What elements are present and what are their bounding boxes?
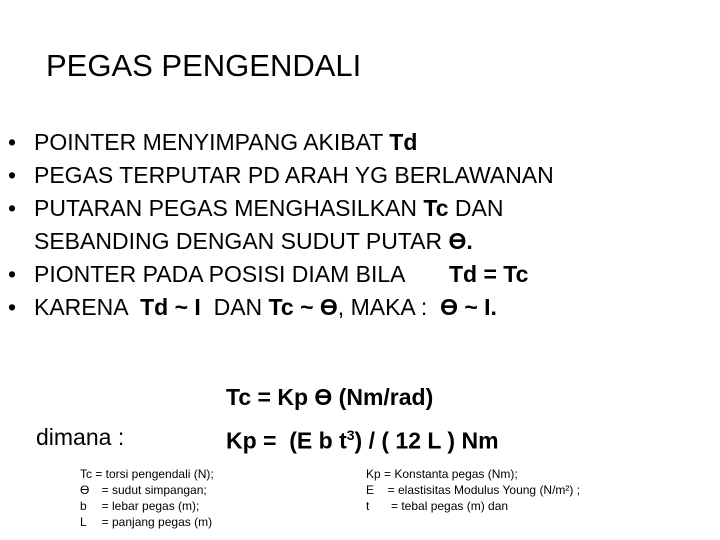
legend-line bbox=[80, 514, 214, 530]
bullet-item bbox=[8, 159, 708, 192]
legend-symbol: t bbox=[366, 499, 370, 513]
bullet-dot-icon: • bbox=[8, 129, 17, 155]
bullet-text-bold: Td ~ I bbox=[140, 294, 201, 320]
bullet-list bbox=[8, 126, 708, 324]
legend-symbol: b bbox=[80, 499, 87, 513]
legend-left bbox=[80, 466, 214, 530]
bullet-continuation bbox=[8, 225, 708, 258]
bullet-text: SEBANDING DENGAN SUDUT PUTAR bbox=[34, 228, 449, 254]
bullet-text: PEGAS TERPUTAR PD ARAH YG BERLAWANAN bbox=[34, 162, 554, 188]
bullet-text: PUTARAN PEGAS MENGHASILKAN bbox=[34, 195, 424, 221]
formula-torque: Tc = Kp ϴ (Nm/rad) bbox=[226, 384, 434, 410]
bullet-text: PIONTER PADA POSISI DIAM BILA bbox=[34, 261, 411, 287]
legend-line bbox=[80, 482, 214, 498]
legend-line bbox=[80, 498, 214, 514]
bullet-text-bold: Tc bbox=[423, 195, 449, 221]
bullet-item bbox=[8, 192, 708, 225]
bullet-text-bold: Td = Tc bbox=[448, 261, 529, 287]
bullet-dot-icon: • bbox=[8, 261, 17, 287]
slide-title: PEGAS PENGENDALI bbox=[46, 48, 362, 83]
bullet-text: KARENA bbox=[34, 294, 141, 320]
bullet-text-bold: ϴ ~ I. bbox=[440, 294, 497, 320]
bullet-dot-icon: • bbox=[8, 294, 17, 320]
legend-desc: Kp = Konstanta pegas (Nm); bbox=[366, 467, 518, 481]
legend-symbol: ϴ bbox=[80, 483, 90, 497]
legend-desc: = elastisitas Modulus Young (N/m²) ; bbox=[381, 483, 581, 497]
bullet-text: , MAKA : bbox=[337, 294, 441, 320]
legend-desc: = tebal pegas (m) dan bbox=[381, 499, 509, 513]
bullet-dot-icon: • bbox=[8, 162, 17, 188]
legend-desc: = lebar pegas (m); bbox=[95, 499, 200, 513]
legend-symbol: L bbox=[80, 515, 87, 529]
formula-spring-constant bbox=[226, 420, 499, 456]
legend-desc: = torsi pengendali (N); bbox=[92, 467, 214, 481]
legend-desc: = panjang pegas (m) bbox=[95, 515, 213, 529]
formula-exponent: 3 bbox=[346, 427, 355, 443]
legend-line bbox=[366, 482, 580, 498]
bullet-item bbox=[8, 291, 708, 324]
bullet-item bbox=[8, 126, 708, 159]
bullet-text: POINTER MENYIMPANG AKIBAT bbox=[34, 129, 390, 155]
formula-part: Kp = (E b t bbox=[226, 427, 347, 454]
legend-line bbox=[366, 466, 580, 482]
legend-line bbox=[366, 498, 580, 514]
legend-symbol: E bbox=[366, 483, 375, 497]
bullet-text-bold: Tc ~ ϴ bbox=[268, 294, 338, 320]
bullet-item bbox=[8, 258, 708, 291]
legend-right bbox=[366, 466, 580, 514]
bullet-dot-icon: • bbox=[8, 195, 17, 221]
legend-line bbox=[80, 466, 214, 482]
bullet-text-bold: ϴ. bbox=[448, 228, 473, 254]
bullet-text-bold: Td bbox=[389, 129, 418, 155]
legend-desc: = sudut simpangan; bbox=[95, 483, 207, 497]
bullet-text: DAN bbox=[448, 195, 504, 221]
formula-part: ) / ( 12 L ) Nm bbox=[354, 427, 499, 454]
legend-symbol: Tc bbox=[80, 467, 92, 481]
dimana-label: dimana : bbox=[36, 424, 125, 450]
bullet-text: DAN bbox=[200, 294, 269, 320]
